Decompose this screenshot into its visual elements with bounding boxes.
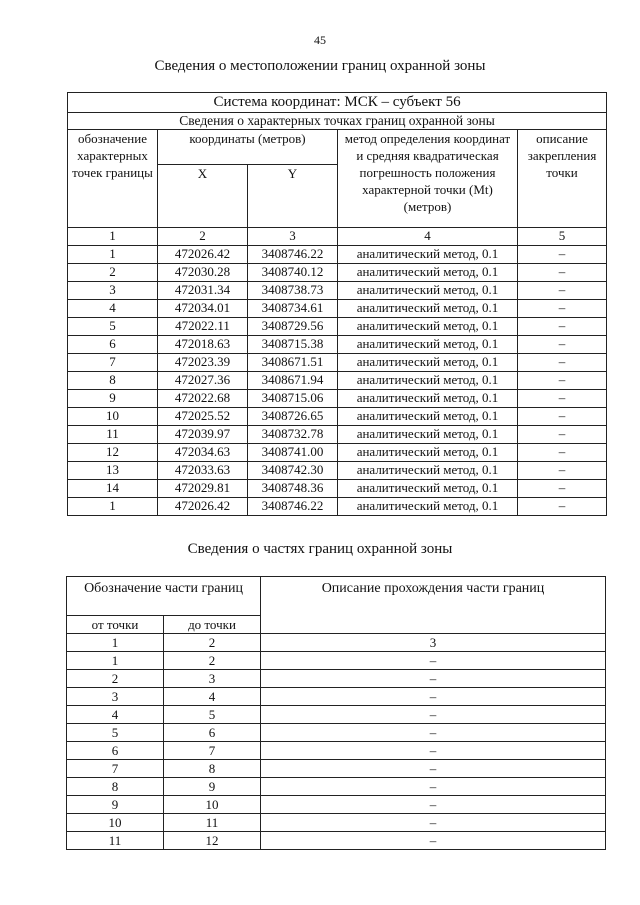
to-point: 4 <box>164 688 261 706</box>
table-row <box>68 444 607 462</box>
part-description: – <box>261 796 606 814</box>
table-row <box>67 796 606 814</box>
method-cell: аналитический метод, 0.1 <box>338 372 518 390</box>
col-number: 2 <box>158 228 248 246</box>
from-point: 5 <box>67 724 164 742</box>
table-row <box>67 742 606 760</box>
description-cell: – <box>518 372 607 390</box>
col-header-y: Y <box>248 165 338 228</box>
coord-x: 472022.68 <box>158 390 248 408</box>
part-description: – <box>261 814 606 832</box>
coord-y: 3408732.78 <box>248 426 338 444</box>
description-cell: – <box>518 246 607 264</box>
coord-y: 3408715.38 <box>248 336 338 354</box>
table-row <box>67 760 606 778</box>
col-header-part: Обозначение части границ <box>67 577 261 616</box>
coord-y: 3408671.94 <box>248 372 338 390</box>
col-number: 3 <box>248 228 338 246</box>
col-header-to: до точки <box>164 616 261 634</box>
coord-x: 472039.97 <box>158 426 248 444</box>
table-row <box>68 282 607 300</box>
point-id: 2 <box>68 264 158 282</box>
from-point: 2 <box>67 670 164 688</box>
from-point: 11 <box>67 832 164 850</box>
from-point: 8 <box>67 778 164 796</box>
col-header-method: метод определения координат и средняя квадратическая погрешность положения характерной точки (Mt) (метров) <box>338 130 518 228</box>
part-description: – <box>261 742 606 760</box>
from-point: 4 <box>67 706 164 724</box>
point-id: 11 <box>68 426 158 444</box>
coord-y: 3408741.00 <box>248 444 338 462</box>
coord-x: 472026.42 <box>158 246 248 264</box>
coord-y: 3408746.22 <box>248 498 338 516</box>
coord-x: 472029.81 <box>158 480 248 498</box>
method-cell: аналитический метод, 0.1 <box>338 246 518 264</box>
col-number: 3 <box>261 634 606 652</box>
method-cell: аналитический метод, 0.1 <box>338 390 518 408</box>
method-cell: аналитический метод, 0.1 <box>338 282 518 300</box>
to-point: 7 <box>164 742 261 760</box>
part-description: – <box>261 760 606 778</box>
description-cell: – <box>518 300 607 318</box>
point-id: 7 <box>68 354 158 372</box>
from-point: 6 <box>67 742 164 760</box>
col-header-part-description: Описание прохождения части границ <box>261 577 606 634</box>
col-number: 4 <box>338 228 518 246</box>
point-id: 9 <box>68 390 158 408</box>
to-point: 5 <box>164 706 261 724</box>
coord-x: 472025.52 <box>158 408 248 426</box>
description-cell: – <box>518 480 607 498</box>
table-row <box>68 318 607 336</box>
point-id: 14 <box>68 480 158 498</box>
coord-y: 3408742.30 <box>248 462 338 480</box>
table-row <box>68 480 607 498</box>
method-cell: аналитический метод, 0.1 <box>338 264 518 282</box>
description-cell: – <box>518 264 607 282</box>
from-point: 3 <box>67 688 164 706</box>
point-id: 10 <box>68 408 158 426</box>
coord-x: 472031.34 <box>158 282 248 300</box>
col-header-x: X <box>158 165 248 228</box>
from-point: 1 <box>67 652 164 670</box>
coord-y: 3408748.36 <box>248 480 338 498</box>
col-number: 1 <box>67 634 164 652</box>
table-row <box>67 688 606 706</box>
coord-y: 3408726.65 <box>248 408 338 426</box>
table-row <box>67 814 606 832</box>
method-cell: аналитический метод, 0.1 <box>338 300 518 318</box>
coord-x: 472033.63 <box>158 462 248 480</box>
point-id: 6 <box>68 336 158 354</box>
method-cell: аналитический метод, 0.1 <box>338 336 518 354</box>
table-row <box>68 354 607 372</box>
table-row <box>67 706 606 724</box>
description-cell: – <box>518 354 607 372</box>
coord-x: 472027.36 <box>158 372 248 390</box>
description-cell: – <box>518 444 607 462</box>
table-row <box>67 652 606 670</box>
page-number: 45 <box>314 33 326 47</box>
section-heading-location: Сведения о местоположении границ охранной зоны <box>154 58 486 74</box>
coord-x: 472023.39 <box>158 354 248 372</box>
coord-y: 3408671.51 <box>248 354 338 372</box>
to-point: 3 <box>164 670 261 688</box>
table-row <box>68 372 607 390</box>
point-id: 1 <box>68 498 158 516</box>
coord-x: 472018.63 <box>158 336 248 354</box>
to-point: 10 <box>164 796 261 814</box>
method-cell: аналитический метод, 0.1 <box>338 444 518 462</box>
col-number: 2 <box>164 634 261 652</box>
method-cell: аналитический метод, 0.1 <box>338 408 518 426</box>
description-cell: – <box>518 336 607 354</box>
to-point: 9 <box>164 778 261 796</box>
table-row <box>68 462 607 480</box>
coord-x: 472030.28 <box>158 264 248 282</box>
table-row <box>67 724 606 742</box>
to-point: 12 <box>164 832 261 850</box>
method-cell: аналитический метод, 0.1 <box>338 354 518 372</box>
method-cell: аналитический метод, 0.1 <box>338 318 518 336</box>
method-cell: аналитический метод, 0.1 <box>338 462 518 480</box>
coord-x: 472026.42 <box>158 498 248 516</box>
coord-y: 3408734.61 <box>248 300 338 318</box>
table-row <box>68 336 607 354</box>
point-id: 12 <box>68 444 158 462</box>
to-point: 2 <box>164 652 261 670</box>
from-point: 7 <box>67 760 164 778</box>
part-description: – <box>261 670 606 688</box>
boundary-parts-table <box>66 576 606 850</box>
table-row <box>67 832 606 850</box>
description-cell: – <box>518 390 607 408</box>
col-header-description: описание закрепления точки <box>518 130 607 228</box>
table-row <box>67 670 606 688</box>
part-description: – <box>261 832 606 850</box>
part-description: – <box>261 688 606 706</box>
col-number: 1 <box>68 228 158 246</box>
table-row <box>68 300 607 318</box>
col-header-from: от точки <box>67 616 164 634</box>
table-row <box>68 246 607 264</box>
description-cell: – <box>518 282 607 300</box>
to-point: 8 <box>164 760 261 778</box>
method-cell: аналитический метод, 0.1 <box>338 426 518 444</box>
coord-y: 3408740.12 <box>248 264 338 282</box>
coordinate-system-caption: Система координат: МСК – субъект 56 <box>68 93 607 113</box>
to-point: 11 <box>164 814 261 832</box>
section-heading-parts: Сведения о частях границ охранной зоны <box>187 541 453 557</box>
point-id: 8 <box>68 372 158 390</box>
point-id: 13 <box>68 462 158 480</box>
method-cell: аналитический метод, 0.1 <box>338 498 518 516</box>
description-cell: – <box>518 498 607 516</box>
from-point: 10 <box>67 814 164 832</box>
table-row <box>68 426 607 444</box>
point-id: 4 <box>68 300 158 318</box>
table-row <box>68 408 607 426</box>
coord-y: 3408729.56 <box>248 318 338 336</box>
part-description: – <box>261 706 606 724</box>
from-point: 9 <box>67 796 164 814</box>
boundary-points-table <box>67 92 607 516</box>
part-description: – <box>261 652 606 670</box>
col-number: 5 <box>518 228 607 246</box>
to-point: 6 <box>164 724 261 742</box>
point-id: 3 <box>68 282 158 300</box>
part-description: – <box>261 778 606 796</box>
description-cell: – <box>518 408 607 426</box>
part-description: – <box>261 724 606 742</box>
coord-x: 472034.01 <box>158 300 248 318</box>
coord-x: 472034.63 <box>158 444 248 462</box>
coord-y: 3408738.73 <box>248 282 338 300</box>
col-header-coordinates: координаты (метров) <box>158 130 338 165</box>
coord-x: 472022.11 <box>158 318 248 336</box>
table-row <box>68 264 607 282</box>
point-id: 1 <box>68 246 158 264</box>
table-row <box>67 778 606 796</box>
method-cell: аналитический метод, 0.1 <box>338 480 518 498</box>
point-id: 5 <box>68 318 158 336</box>
points-table-subtitle: Сведения о характерных точках границ охранной зоны <box>68 113 607 130</box>
table-row <box>68 390 607 408</box>
table-row <box>68 498 607 516</box>
description-cell: – <box>518 462 607 480</box>
description-cell: – <box>518 318 607 336</box>
col-header-point: обозначение характерных точек границы <box>68 130 158 228</box>
coord-y: 3408715.06 <box>248 390 338 408</box>
coord-y: 3408746.22 <box>248 246 338 264</box>
description-cell: – <box>518 426 607 444</box>
